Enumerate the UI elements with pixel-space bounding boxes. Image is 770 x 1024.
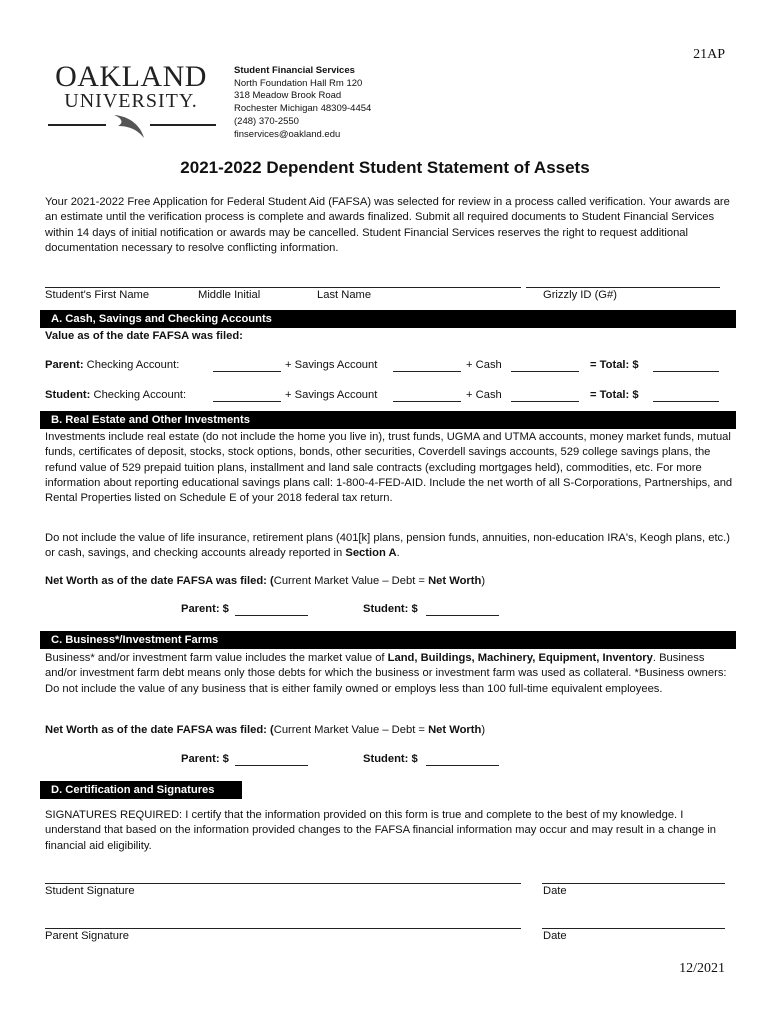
section-a-subheader: Value as of the date FAFSA was filed: — [45, 330, 243, 342]
parent-checking-input[interactable] — [213, 359, 281, 372]
section-c-asset-types: Land, Buildings, Machinery, Equipment, Inventory — [387, 652, 653, 664]
student-accounts-row — [45, 389, 186, 401]
certification-paragraph: SIGNATURES REQUIRED: I certify that the information provided on this form is true and complete to the best of my knowledge. I understand that based on the information provided changes to the FAFSA financial information may occur and may result in a change in financial aid eligibility. — [45, 809, 717, 852]
form-code: 21AP — [693, 47, 725, 62]
grizzly-id-field[interactable] — [526, 287, 720, 288]
savings-label: + Savings Account — [285, 359, 378, 371]
last-name-label: Last Name — [317, 289, 372, 301]
student-checking-input[interactable] — [213, 389, 281, 402]
parent-signature-label: Parent Signature — [45, 930, 129, 942]
parent-savings-input[interactable] — [393, 359, 461, 372]
student-label: Student: — [45, 389, 91, 401]
parent-total-input[interactable] — [653, 359, 719, 372]
section-b-paragraph-1: Investments include real estate (do not include the home you live in), trust funds, UGMA and UTMA accounts, money market funds, mutual funds, certificates of deposit, stocks, stock options, bonds, other securities, Coverdell savings accounts, 529 college savings plans, the refund value of 529 prepaid tuition plans, installment and land sale contracts (excluding mortgages held), commodities, etc. For more information about reporting educational savings plans call: 1-800-4-FED-AID. Include the net worth of all S-Corporations, Partnerships, and Rental Properties listed on Schedule E of your 2018 federal tax return. — [45, 431, 733, 505]
checking-label: Checking Account: — [86, 359, 180, 371]
section-b-text2: Do not include the value of life insurance, retirement plans (401[k] plans, pension funds, annuities, non-education IRA's, Keogh plans, etc.) or cash, savings, and checking accounts already reported in — [45, 532, 730, 560]
section-a-header: A. Cash, Savings and Checking Accounts — [40, 310, 736, 328]
networth-label: Net Worth as of the date FAFSA was filed: ( — [45, 724, 274, 736]
section-d-header: D. Certification and Signatures — [40, 781, 242, 799]
cash-label: + Cash — [466, 359, 502, 371]
grizzly-id-label: Grizzly ID (G#) — [543, 289, 617, 301]
section-b-networth-line — [45, 574, 735, 589]
section-b-text2-end: . — [396, 547, 400, 560]
section-b-header: B. Real Estate and Other Investments — [40, 411, 736, 429]
networth-term: Net Worth — [428, 724, 482, 736]
office-address-block — [234, 65, 371, 141]
logo-line2: UNIVERSITY. — [64, 90, 198, 112]
parent-label: Parent: — [45, 359, 84, 371]
student-date-field[interactable] — [542, 883, 725, 884]
office-email: finservices@oakland.edu — [234, 128, 341, 140]
student-cash-input[interactable] — [511, 389, 579, 402]
office-address-line1: North Foundation Hall Rm 120 — [234, 77, 363, 89]
parent-date-label: Date — [543, 930, 567, 942]
page-title: 2021-2022 Dependent Student Statement of Assets — [180, 158, 590, 177]
office-address-line2: 318 Meadow Brook Road — [234, 90, 342, 102]
parent-accounts-row — [45, 359, 179, 371]
networth-close: ) — [481, 575, 486, 587]
networth-formula: Current Market Value – Debt = — [273, 575, 429, 587]
section-b-parent-input[interactable] — [235, 603, 308, 616]
office-phone: (248) 370-2550 — [234, 115, 299, 127]
section-c-text-end: . Business and/or investment farm debt means only those debts for which the business or investment farm was used as collateral. *Business owners: Do not include the value of any business that is either family owned or employs less than 100 full-time equivalent employees. — [45, 652, 727, 695]
networth-label: Net Worth as of the date FAFSA was filed: ( — [45, 575, 274, 587]
section-b-paragraph-2 — [45, 531, 735, 562]
section-b-student-label: Student: $ — [363, 603, 418, 615]
student-signature-label: Student Signature — [45, 885, 135, 897]
cash-label: + Cash — [466, 389, 502, 401]
student-savings-input[interactable] — [393, 389, 461, 402]
savings-label: + Savings Account — [285, 389, 378, 401]
section-c-paragraph — [45, 651, 735, 697]
section-c-text: Business* and/or investment farm value includes the market value of — [45, 652, 388, 664]
section-c-parent-input[interactable] — [235, 753, 308, 766]
section-c-parent-label: Parent: $ — [181, 753, 229, 765]
networth-close: ) — [481, 724, 486, 736]
student-signature-field[interactable] — [45, 883, 521, 884]
intro-paragraph: Your 2021-2022 Free Application for Federal Student Aid (FAFSA) was selected for review in a process called verification. Your awards are an estimate until the verification process is complete and awards finalized. Submit all required documents to Student Financial Services within 14 days of initial notification or awards may be cancelled. Student Financial Services reserves the right to request additional documentation necessary to resolve conflicting information. — [45, 196, 730, 254]
parent-signature-field[interactable] — [45, 928, 521, 929]
logo-swoosh-icon — [40, 112, 222, 140]
office-name: Student Financial Services — [234, 65, 355, 76]
student-date-label: Date — [543, 885, 567, 897]
section-c-networth-line — [45, 723, 735, 738]
student-total-input[interactable] — [653, 389, 719, 402]
section-c-student-input[interactable] — [426, 753, 499, 766]
networth-formula: Current Market Value – Debt = — [273, 724, 429, 736]
section-b-student-input[interactable] — [426, 603, 499, 616]
section-a-reference: Section A — [345, 547, 397, 560]
networth-term: Net Worth — [428, 575, 482, 587]
total-label: = Total: $ — [590, 389, 639, 401]
revision-date: 12/2021 — [679, 961, 725, 976]
middle-initial-label: Middle Initial — [198, 289, 261, 301]
student-name-field[interactable] — [45, 287, 521, 288]
total-label: = Total: $ — [590, 359, 639, 371]
logo-line1: OAKLAND — [55, 60, 207, 93]
office-city: Rochester Michigan 48309-4454 — [234, 103, 372, 115]
section-b-parent-label: Parent: $ — [181, 603, 229, 615]
parent-cash-input[interactable] — [511, 359, 579, 372]
oakland-university-logo — [40, 62, 222, 140]
parent-date-field[interactable] — [542, 928, 725, 929]
section-c-student-label: Student: $ — [363, 753, 418, 765]
checking-label: Checking Account: — [93, 389, 187, 401]
first-name-label: Student's First Name — [45, 289, 150, 301]
section-c-header: C. Business*/Investment Farms — [40, 631, 736, 649]
